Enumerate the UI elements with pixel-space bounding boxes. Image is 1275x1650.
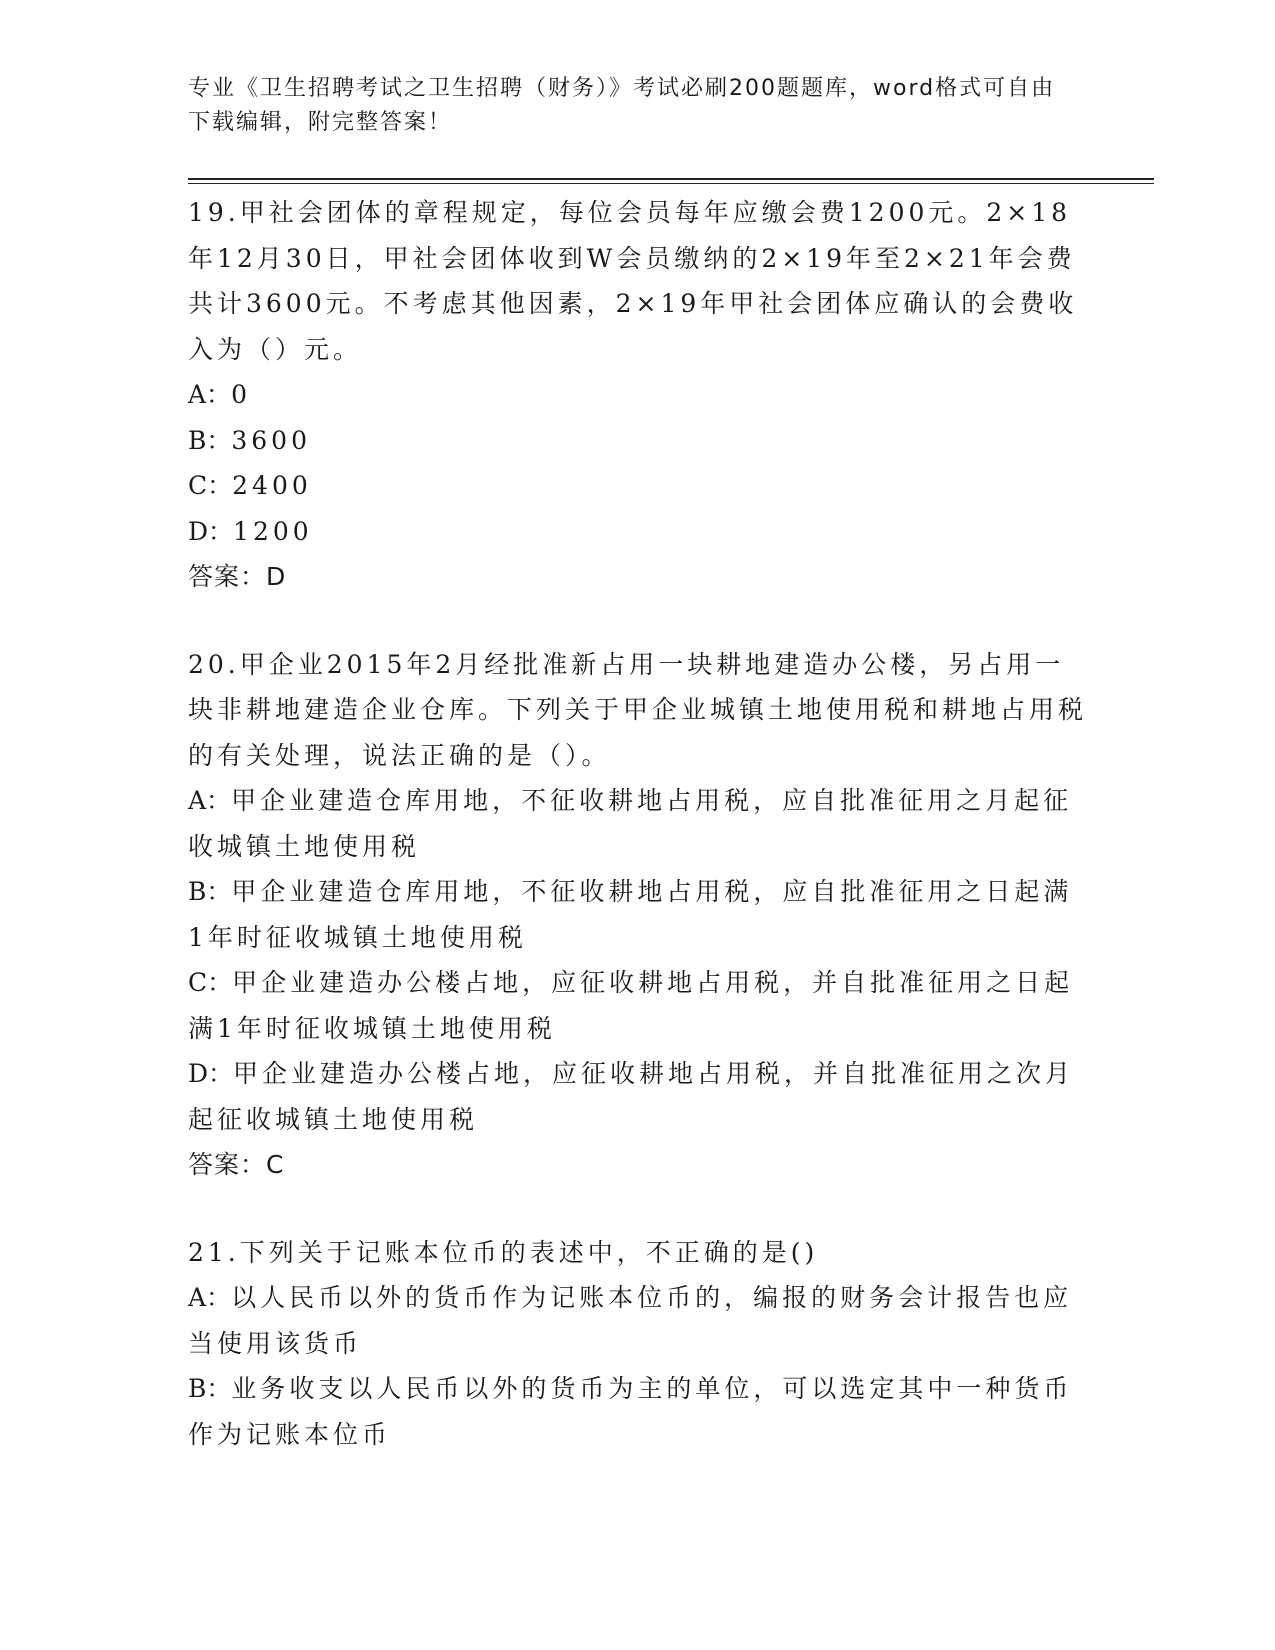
question-stem: 21.下列关于记账本位币的表述中，不正确的是() [188,1237,819,1267]
option-key: A： [188,786,232,815]
option-c [188,960,1088,1051]
option-text: 甲企业建造仓库用地，不征收耕地占用税，应自批准征用之月起征收城镇土地使用税 [188,786,1073,861]
option-text: 2400 [232,471,312,500]
option-d [188,509,1088,555]
option-text: 甲企业建造办公楼占地，应征收耕地占用税，并自批准征用之日起满1年时征收城镇土地使用税 [188,968,1074,1043]
question-stem: 20.甲企业2015年2月经批准新占用一块耕地建造办公楼，另占用一块非耕地建造企业仓库。下列关于甲企业城镇土地使用税和耕地占用税的有关处理，说法正确的是（）。 [188,649,1088,770]
option-a [188,778,1088,869]
option-d [188,1051,1088,1142]
header-rule-thick [188,178,1154,180]
option-key: B： [188,1374,232,1403]
option-key: A： [188,1283,232,1312]
option-text: 以人民币以外的货币作为记账本位币的，编报的财务会计报告也应当使用该货币 [188,1283,1073,1358]
option-b [188,869,1088,960]
option-key: C： [188,968,233,997]
question-stem: 19.甲社会团体的章程规定，每位会员每年应缴会费1200元。2×18年12月30日，甲社会团体收到W会员缴纳的2×19年至2×21年会费共计3600元。不考虑其他因素，2×19年甲社会团体应确认的会费收入为（）元。 [188,198,1078,364]
document-header: 专业《卫生招聘考试之卫生招聘（财务）》考试必刷200题题库，word格式可自由下载编辑，附完整答案！ [188,76,1056,135]
option-b [188,418,1088,464]
option-text: 3600 [231,425,311,455]
option-text: 0 [231,380,251,409]
option-text: 1200 [233,516,313,546]
answer-label: 答案：D [188,562,287,591]
option-b [188,1366,1088,1457]
option-key: D： [188,516,234,546]
option-key: C： [188,471,233,500]
question-20 [188,642,1088,1188]
option-text: 业务收支以人民币以外的货币为主的单位，可以选定其中一种货币作为记账本位币 [188,1374,1073,1449]
option-a [188,1275,1088,1366]
option-key: B： [188,425,232,455]
option-text: 甲企业建造办公楼占地，应征收耕地占用税，并自批准征用之次月起征收城镇土地使用税 [188,1059,1075,1134]
answer-label: 答案：C [188,1150,285,1179]
header-rule-thin [188,183,1154,184]
option-c [188,463,1088,509]
question-list [188,190,1088,1499]
question-19 [188,190,1088,600]
option-key: B： [188,877,232,906]
option-key: D： [188,1059,234,1088]
option-text: 甲企业建造仓库用地，不征收耕地占用税，应自批准征用之日起满1年时征收城镇土地使用税 [188,877,1073,952]
option-key: A： [188,380,232,409]
option-a [188,372,1088,418]
question-21 [188,1230,1088,1458]
